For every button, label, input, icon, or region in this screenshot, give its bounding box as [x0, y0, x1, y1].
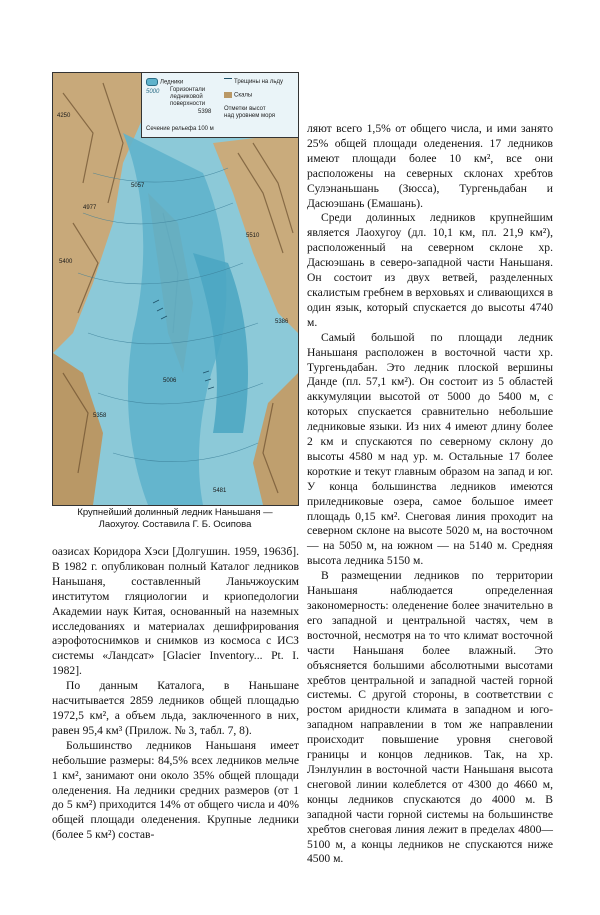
legend-rocks: Скалы [224, 92, 252, 100]
elevation-label: 5400 [59, 259, 73, 265]
glacier-map [52, 72, 299, 506]
legend-contours: 5000 Горизонтали ледниковой поверхности [146, 87, 206, 107]
elevation-label: 5481 [213, 488, 227, 494]
elevation-label: 5386 [275, 319, 289, 325]
legend-spot-value: 5398 [198, 109, 212, 115]
elevation-label: 4250 [57, 113, 71, 119]
paragraph: оазисах Коридора Хэси [Долгушин. 1959, 1963б]. В 1982 г. опубликован полный Каталог ледников Наньшаня, составленный Ланьчжоуским институтом гляциологии и криопедологии Академии наук Китая, основанный на наземных исследованиях и материалах дешифрирования аэрофотоснимков и снимков из космоса с ИСЗ системы «Ландсат» [Glacier Inventory... Pt. I. 1982]. [52, 545, 299, 678]
elevation-label: 5510 [246, 233, 260, 239]
legend-crevasses: Трещины на льду [224, 78, 283, 86]
paragraph: Самый большой по площади ледник Наньшаня расположен в восточной части хр. Тургеньдабан. Это ледник плоской вершины Данде (пл. 57,1 км²). Он состоит из 5 областей аккумуляции высотой от 5000 до 5400 м, с которых спускается сравнительно небольшие ледниковые языки. Из них 4 имеют длину более 2 км и спускаются по северному склону до высоты 4580 м над ур. м. Остальные 17 более короткие и текут главным образом на запад и юг. У конца большинства ледников имеются приледниковые озера, самое большое имеет площадь 0,15 км². Снеговая линия проходит на северном склоне на высоте 5020 м, на восточном — на 5050 м, на южном — на 5140 м. Средняя высота ледника 5150 м. [307, 330, 553, 568]
paragraph: Большинство ледников Наньшаня имеет небольшие размеры: 84,5% всех ледников мельче 1 км², занимают они около 35% общей площади оледенения. На ледники средних размеров (от 1 до 5 км²) приходится 14% от общего числа и 40% общей площади оледенения. Крупные ледники (более 5 км²) состав- [52, 738, 299, 842]
left-column [52, 545, 299, 843]
paragraph: Среди долинных ледников крупнейшим является Лаохугоу (дл. 10,1 км, пл. 21,9 км²), расположенный на северном склоне хр. Дасюэшань в северо-западной части Наньшаня. Он состоит из двух ветвей, разделенных скалистым гребнем в верховьях и сливающихся в один язык, который спускается до высоты 4740 м. [307, 211, 553, 329]
caption-line: Крупнейший долинный ледник Наньшаня — [77, 507, 273, 518]
paragraph: По данным Каталога, в Наньшане насчитывается 2859 ледников общей площадью 1972,5 км², а объем льда, заключенного в них, равен 95,4 км³ (Прилож. № 3, табл. 7, 8). [52, 679, 299, 737]
paragraph: ляют всего 1,5% от общего числа, и ими занято 25% общей площади оледенения. 17 ледников имеют площади более 10 км², все они расположены на северных склонах хребтов Сулэнаньшань (Зюсса), Тургеньдабан и Дасюэшань (Емашань). [307, 122, 553, 210]
elevation-label: 5006 [163, 378, 177, 384]
map-legend [141, 73, 299, 138]
elevation-label: 5358 [93, 413, 107, 419]
elevation-label: 5057 [131, 183, 145, 189]
legend-contour-value: 5000 [146, 89, 160, 95]
right-column [307, 122, 553, 867]
figure-caption [46, 507, 304, 531]
paragraph: В размещении ледников по территории Наньшаня наблюдается определенная закономерность: оледенение более значительно в его западной и центральной частях, чем в восточной, несмотря на то что климат восточной части Наньшаня более влажный. Это объясняется большими абсолютными высотами хребтов центральной и западной частей горной системы. С другой стороны, в соответствии с ростом аридности климата в западном и юго-западном направлении в том же направлении происходит повышение уровня снеговой границы и концов ледников. Так, на хр. Лэнлунлин в восточной части Наньшаня высота снеговой линии колеблется от 4300 до 4660 м, концы ледников спускаются до 4000 м. В западной части горной системы на большинстве хребтов снеговая линия лежит в пределах 4800—5100 м, а концы ледников не спускаются ниже 4500 м. [307, 569, 553, 866]
legend-spot-heights: Отметки высот над уровнем моря [224, 106, 276, 119]
legend-glaciers: Ледники [146, 78, 183, 87]
legend-interval: Сечение рельефа 100 м [146, 126, 214, 132]
elevation-label: 4977 [83, 205, 97, 211]
caption-line: Лаохугоу. Составила Г. Б. Осипова [98, 519, 252, 530]
